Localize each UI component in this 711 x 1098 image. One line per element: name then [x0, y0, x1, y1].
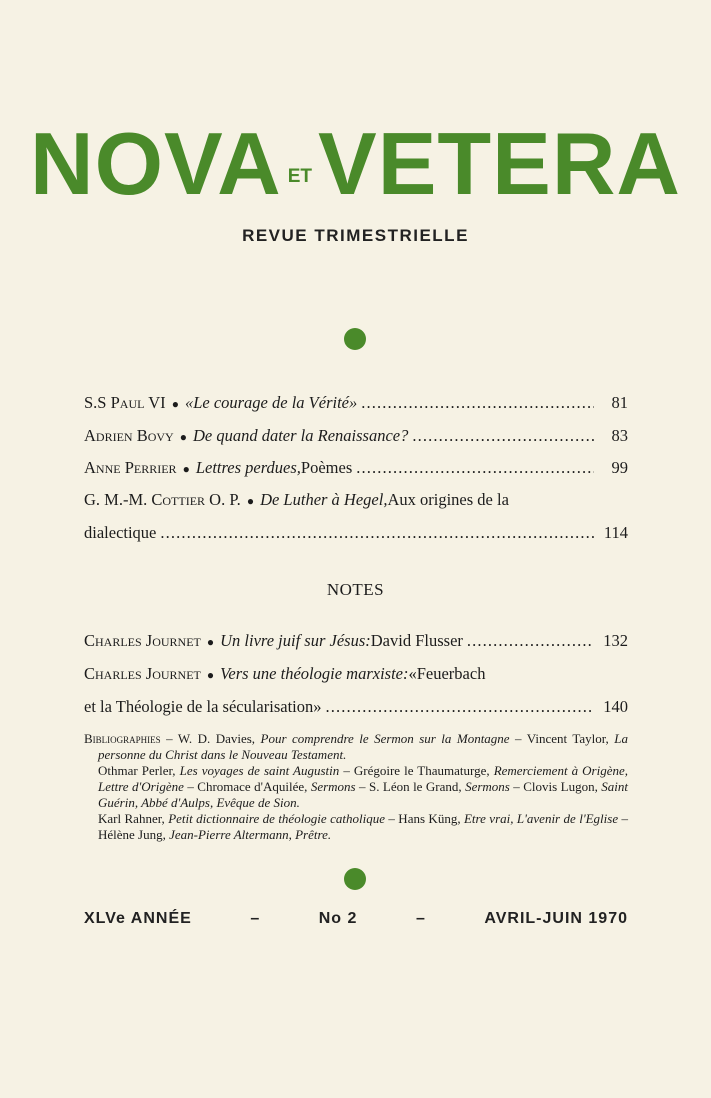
green-dot-ornament	[344, 868, 366, 890]
masthead-nova: NOVA	[30, 114, 282, 213]
toc-page: 83	[611, 426, 628, 445]
biblio-title: Sermons	[465, 779, 510, 794]
toc-entry-4	[84, 484, 628, 549]
biblio-title: Petit dictionnaire de théologie catholique	[168, 811, 385, 826]
bullet-icon: ●	[179, 430, 187, 444]
issue-date: AVRIL-JUIN 1970	[484, 910, 628, 927]
toc-suffix: Poèmes	[300, 458, 353, 477]
footer-dash: –	[250, 910, 261, 927]
biblio-text: – Chromace d'Aquilée,	[183, 779, 311, 794]
issue-number: No 2	[318, 910, 358, 927]
notes-page: 132	[603, 631, 628, 650]
issue-footer	[84, 910, 628, 928]
dot-leader	[467, 625, 594, 657]
biblio-label: Bibliographies	[84, 731, 161, 746]
notes-suffix: «Feuerbach	[408, 664, 486, 683]
biblio-title: Saint Guérin, Abbé d'Aulps, Evêque de Sion.	[98, 779, 629, 810]
biblio-paragraph-2	[84, 763, 628, 811]
biblio-paragraph-1	[84, 731, 628, 763]
biblio-text: – Hans Küng,	[384, 811, 464, 826]
biblio-text: – Clovis Lugon,	[509, 779, 602, 794]
masthead-vetera: VETERA	[318, 114, 681, 213]
biblio-text: – S. Léon le Grand,	[355, 779, 466, 794]
biblio-text: – Hélène Jung,	[98, 811, 629, 842]
bullet-icon: ●	[246, 494, 255, 508]
bullet-icon: ●	[206, 668, 215, 682]
toc-author: S.S Paul VI	[84, 393, 166, 412]
dot-leader	[412, 420, 594, 452]
issue-year: XLVe ANNÉE	[84, 910, 192, 927]
bullet-icon: ●	[171, 397, 179, 411]
toc-title: «Le courage de la Vérité»	[184, 393, 358, 412]
toc-entry-1	[84, 387, 628, 420]
notes-title: Vers une théologie marxiste:	[220, 664, 409, 683]
biblio-text: – Vincent Taylor,	[509, 731, 615, 746]
notes-author: Charles Journet	[84, 631, 201, 650]
biblio-paragraph-3	[84, 811, 628, 843]
biblio-title: Pour comprendre le Sermon sur la Montagne	[260, 731, 510, 746]
dot-leader	[356, 452, 594, 484]
biblio-title: Etre vrai, L'avenir de l'Eglise	[463, 811, 619, 826]
biblio-text: – Grégoire le Thaumaturge,	[339, 763, 494, 778]
biblio-text: Othmar Perler,	[98, 763, 180, 778]
bullet-icon: ●	[182, 462, 190, 476]
toc-author: G. M.-M. Cottier O. P.	[84, 490, 241, 509]
bibliographies	[84, 731, 628, 843]
toc-title: De Luther à Hegel,	[260, 490, 388, 509]
biblio-text: – W. D. Davies,	[160, 731, 261, 746]
toc-page: 99	[611, 458, 628, 477]
toc-suffix: Aux origines de la	[387, 490, 509, 509]
footer-dash: –	[415, 910, 426, 927]
masthead	[0, 108, 711, 213]
green-dot-ornament	[344, 328, 366, 350]
toc-entry-3	[84, 452, 628, 485]
biblio-title: Jean-Pierre Altermann, Prêtre.	[169, 827, 332, 842]
bullet-icon: ●	[206, 635, 215, 649]
toc-title-line2: dialectique	[84, 523, 157, 542]
notes-page: 140	[603, 697, 628, 716]
toc-entry-2	[84, 420, 628, 453]
notes-title: Un livre juif sur Jésus:	[220, 631, 371, 650]
notes-entry-1	[84, 625, 628, 658]
subtitle: REVUE TRIMESTRIELLE	[242, 226, 469, 245]
biblio-title: Les voyages de saint Augustin	[179, 763, 340, 778]
toc-author: Anne Perrier	[84, 458, 177, 477]
notes-title-line2: et la Théologie de la sécularisation»	[84, 697, 322, 716]
dot-leader	[160, 517, 594, 549]
notes-suffix: David Flusser	[370, 631, 463, 650]
masthead-et: ET	[287, 166, 313, 187]
dot-leader	[361, 387, 594, 419]
toc-author: Adrien Bovy	[84, 426, 174, 445]
notes-author: Charles Journet	[84, 664, 201, 683]
toc-page: 114	[603, 523, 628, 542]
biblio-title: La personne du Christ dans le Nouveau Testament.	[98, 731, 628, 762]
dot-leader	[326, 691, 595, 723]
toc-page: 81	[611, 393, 628, 412]
biblio-title: Sermons	[310, 779, 356, 794]
biblio-text: Karl Rahner,	[98, 811, 169, 826]
toc-title: Lettres perdues,	[195, 458, 301, 477]
biblio-title: Remerciement à Origène, Lettre d'Origène	[98, 763, 629, 794]
notes-entry-2	[84, 658, 628, 723]
notes-heading: NOTES	[326, 580, 385, 599]
toc-title: De quand dater la Renaissance?	[192, 426, 409, 445]
